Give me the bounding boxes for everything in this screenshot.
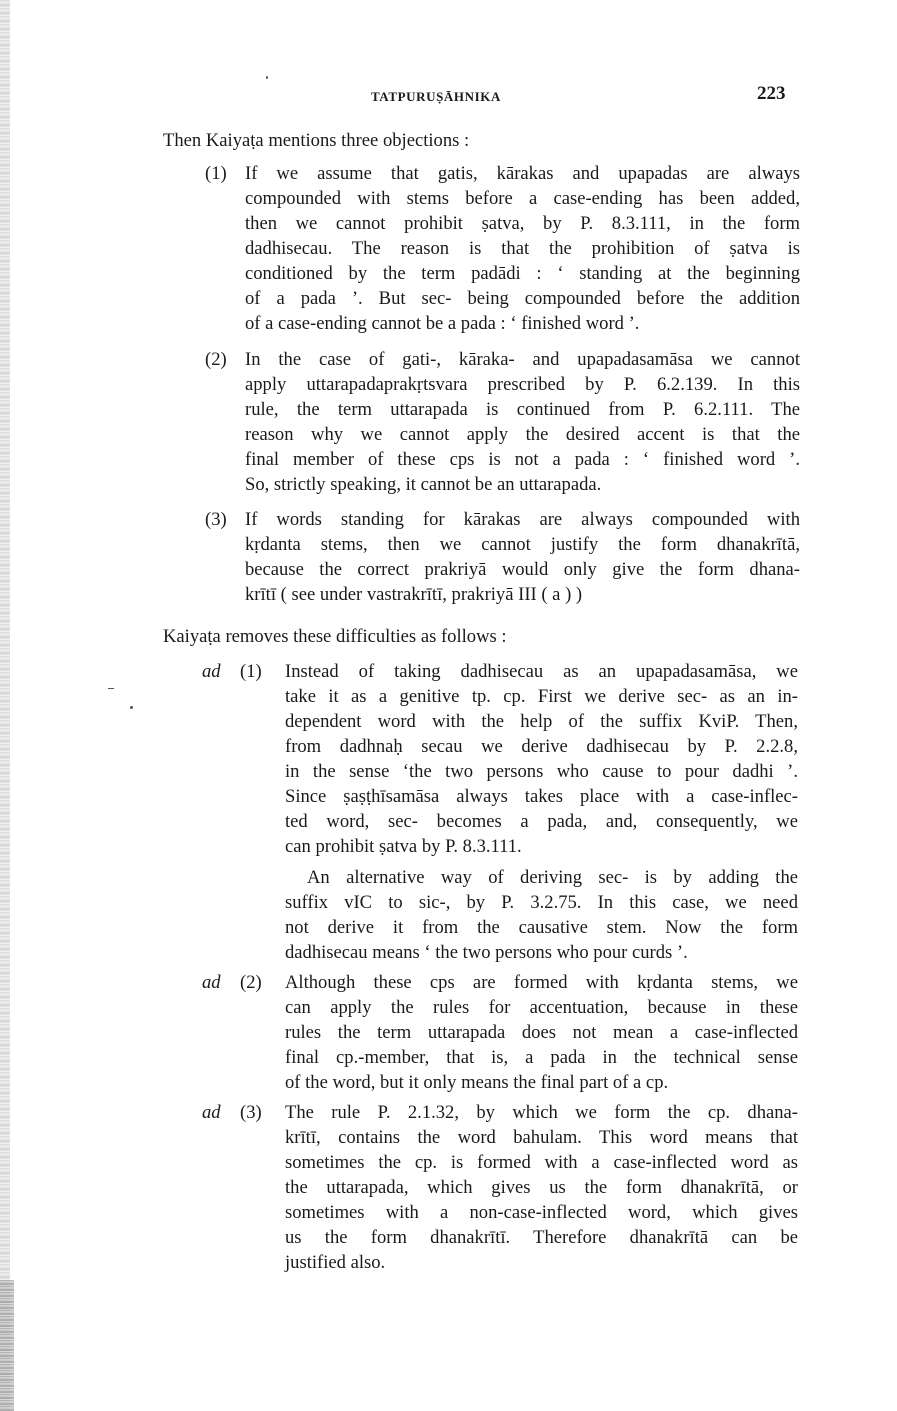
answer-line: ted word, sec- becomes a pada, and, consequently, we (285, 811, 798, 832)
answer-line: sometimes with a non-case-inflected word, which gives (285, 1202, 798, 1223)
removal-intro-line: Kaiyaṭa removes these difficulties as follows : (163, 626, 507, 647)
answer-line: justified also. (285, 1252, 386, 1273)
intro-line: Then Kaiyaṭa mentions three objections : (163, 130, 470, 151)
ad-label: ad (202, 972, 221, 993)
answer-number: (1) (240, 661, 262, 682)
answer-line: take it as a genitive tp. cp. First we derive sec- as an in- (285, 686, 798, 707)
answer-extra-line: dadhisecau means ‘ the two persons who pour curds ’. (285, 942, 688, 963)
answer-line: the uttarapada, which gives us the form dhanakrītā, or (285, 1177, 798, 1198)
answer-line: us the form dhanakrītī. Therefore dhanakrītā can be (285, 1227, 798, 1248)
scan-edge-shading-bottom (0, 1280, 14, 1411)
objection-line: of a case-ending cannot be a pada : ‘ finished word ’. (245, 313, 640, 334)
answer-line: sometimes the cp. is formed with a case-inflected word as (285, 1152, 798, 1173)
page-number: 223 (757, 83, 786, 104)
answer-extra-line: suffix vIC to sic-, by P. 3.2.75. In this case, we need (285, 892, 798, 913)
objection-line: conditioned by the term padādi : ‘ standing at the beginning (245, 263, 800, 284)
objection-number: (1) (205, 163, 227, 184)
answer-line: The rule P. 2.1.32, by which we form the cp. dhana- (285, 1102, 798, 1123)
objection-line: kṛdanta stems, then we cannot justify the form dhanakrītā, (245, 534, 800, 555)
answer-line: final cp.-member, that is, a pada in the technical sense (285, 1047, 798, 1068)
objection-line: apply uttarapadaprakṛtsvara prescribed by P. 6.2.139. In this (245, 374, 800, 395)
objection-number: (3) (205, 509, 227, 530)
answer-line: in the sense ‘the two persons who cause to pour dadhi ’. (285, 761, 798, 782)
objection-line: In the case of gati-, kāraka- and upapadasamāsa we cannot (245, 349, 800, 370)
answer-number: (3) (240, 1102, 262, 1123)
objection-line: dadhisecau. The reason is that the prohibition of ṣatva is (245, 238, 800, 259)
running-head: TATPURUṢĀHNIKA (371, 89, 501, 104)
answer-extra-line: not derive it from the causative stem. Now the form (285, 917, 798, 938)
answer-line: of the word, but it only means the final part of a cp. (285, 1072, 669, 1093)
answer-line: Instead of taking dadhisecau as an upapadasamāsa, we (285, 661, 798, 682)
objection-line: then we cannot prohibit ṣatva, by P. 8.3.111, in the form (245, 213, 800, 234)
objection-line: reason why we cannot apply the desired accent is that the (245, 424, 800, 445)
objection-line: If we assume that gatis, kārakas and upapadas are always (245, 163, 800, 184)
ad-label: ad (202, 1102, 221, 1123)
answer-line: dependent word with the help of the suffix KviP. Then, (285, 711, 798, 732)
objection-line: So, strictly speaking, it cannot be an uttarapada. (245, 474, 602, 495)
answer-line: can prohibit ṣatva by P. 8.3.111. (285, 836, 522, 857)
scan-speck (130, 706, 133, 709)
answer-line: from dadhnaḥ secau we derive dadhisecau by P. 2.2.8, (285, 736, 798, 757)
objection-line: If words standing for kārakas are always compounded with (245, 509, 800, 530)
answer-line: krītī, contains the word bahulam. This word means that (285, 1127, 798, 1148)
scan-speck (266, 76, 268, 79)
answer-line: can apply the rules for accentuation, because in these (285, 997, 798, 1018)
objection-line: of a pada ’. But sec- being compounded before the addition (245, 288, 800, 309)
objection-line: final member of these cps is not a pada : ‘ finished word ’. (245, 449, 800, 470)
answer-number: (2) (240, 972, 262, 993)
answer-extra-line: An alternative way of deriving sec- is by adding the (307, 867, 798, 888)
objection-line: rule, the term uttarapada is continued from P. 6.2.111. The (245, 399, 800, 420)
objection-line: krītī ( see under vastrakrītī, prakriyā III ( a ) ) (245, 584, 583, 605)
answer-line: Since ṣaṣṭhīsamāsa always takes place with a case-inflec- (285, 786, 798, 807)
ad-label: ad (202, 661, 221, 682)
objection-line: compounded with stems before a case-ending has been added, (245, 188, 800, 209)
scan-edge-shading (0, 0, 10, 1411)
objection-line: because the correct prakriyā would only give the form dhana- (245, 559, 800, 580)
scan-speck (108, 688, 114, 689)
objection-number: (2) (205, 349, 227, 370)
answer-line: Although these cps are formed with kṛdanta stems, we (285, 972, 798, 993)
answer-line: rules the term uttarapada does not mean a case-inflected (285, 1022, 798, 1043)
